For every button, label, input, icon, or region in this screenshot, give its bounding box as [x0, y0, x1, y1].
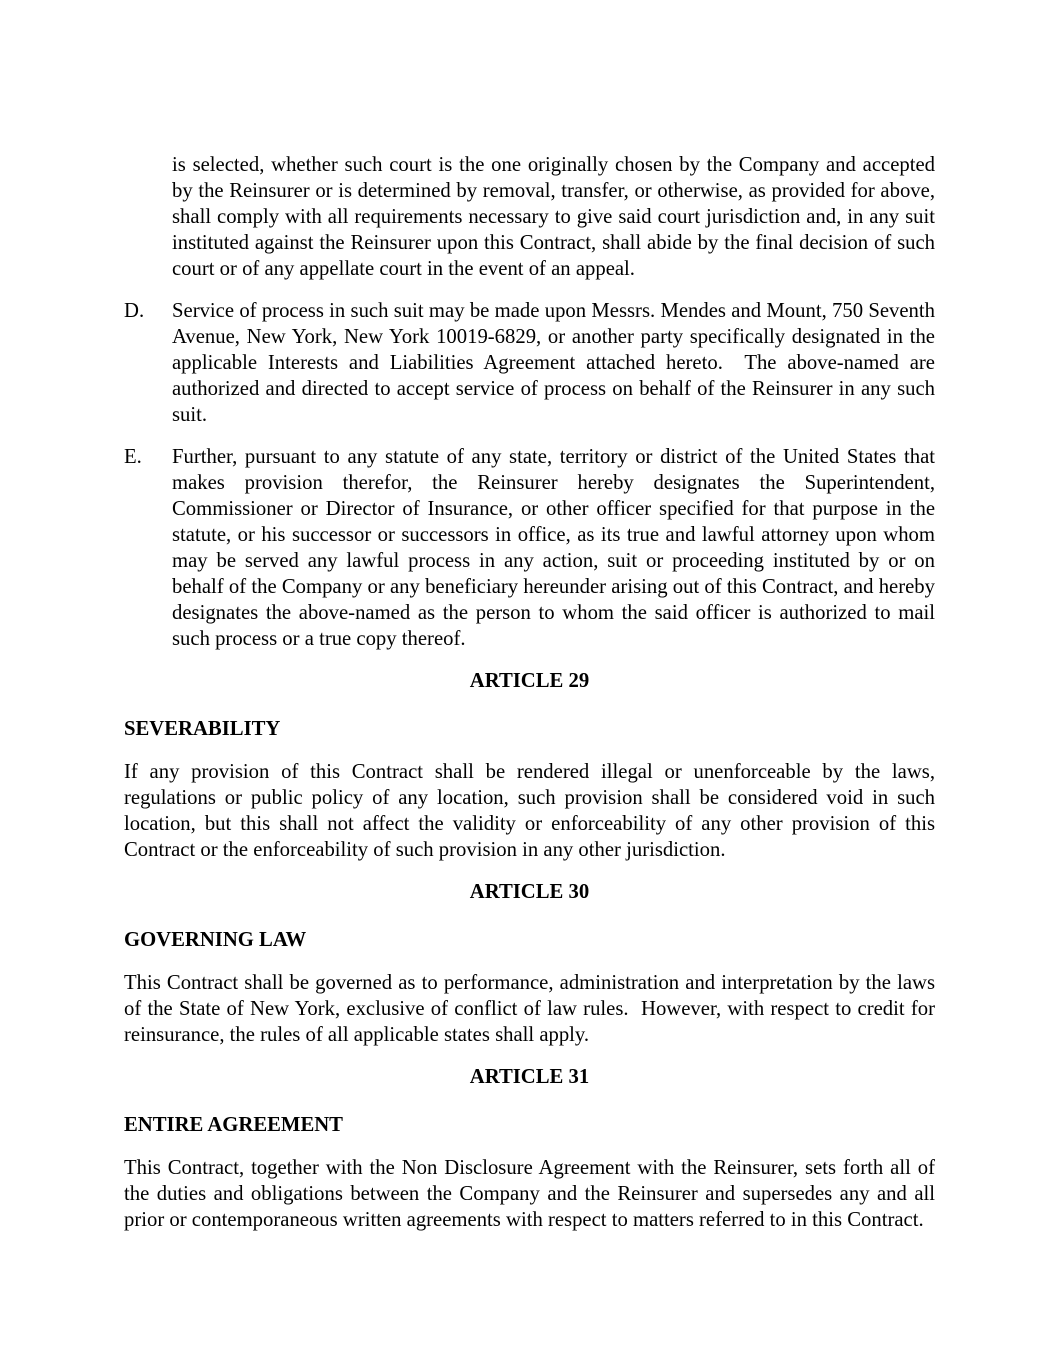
- list-item-d-text: Service of process in such suit may be made upon Messrs. Mendes and Mount, 750 Seventh Avenue, New York, New York 10019-6829, or another party specifically designated in the applicable Interests and Liabilities Agreement attached hereto. The above-named are authorized and directed to accept service of process on behalf of the Reinsurer in any such suit.: [172, 300, 941, 426]
- article-29-heading: ARTICLE 29: [469, 670, 590, 692]
- list-item-e: [124, 444, 941, 652]
- severability-title: SEVERABILITY: [124, 718, 281, 740]
- continuation-paragraph: is selected, whether such court is the one originally chosen by the Company and accepted by the Reinsurer or is determined by removal, transfer, or otherwise, as provided for above, shall comply with all requirements necessary to give said court jurisdiction and, in any suit instituted against the Reinsurer upon this Contract, shall abide by the final decision of such court or of any appellate court in the event of an appeal.: [172, 154, 941, 280]
- entire-agreement-title: ENTIRE AGREEMENT: [124, 1114, 343, 1136]
- article-31-heading: ARTICLE 31: [469, 1066, 590, 1088]
- governing-law-body: This Contract shall be governed as to performance, administration and interpretation by the laws of the State of New York, exclusive of conflict of law rules. However, with respect to credit for reinsurance, the rules of all applicable states shall apply.: [124, 972, 941, 1046]
- list-item-e-label: E.: [124, 446, 142, 468]
- list-item-e-text: Further, pursuant to any statute of any state, territory or district of the United States that makes provision therefor, the Reinsurer hereby designates the Superintendent, Commissioner or Director of Insurance, or other officer specified for that purpose in the statute, or his successor or successors in office, as its true and lawful attorney upon whom may be served any lawful process in any action, suit or proceeding instituted by or on behalf of the Company or any beneficiary hereunder arising out of this Contract, and hereby designates the above-named as the person to whom the said officer is authorized to mail such process or a true copy thereof.: [172, 446, 941, 650]
- list-item-d-label: D.: [124, 300, 145, 322]
- governing-law-title: GOVERNING LAW: [124, 929, 307, 951]
- article-30-heading: ARTICLE 30: [469, 881, 590, 903]
- entire-agreement-body: This Contract, together with the Non Disclosure Agreement with the Reinsurer, sets forth all of the duties and obligations between the Company and the Reinsurer and supersedes any and all prior or contemporaneous written agreements with respect to matters referred to in this Contract.: [124, 1157, 941, 1231]
- list-item-d: [124, 298, 941, 428]
- severability-body: If any provision of this Contract shall be rendered illegal or unenforceable by the laws, regulations or public policy of any location, such provision shall be considered void in such location, but this shall not affect the validity or enforceability of any other provision of this Contract or the enforceability of such provision in any other jurisdiction.: [124, 761, 941, 861]
